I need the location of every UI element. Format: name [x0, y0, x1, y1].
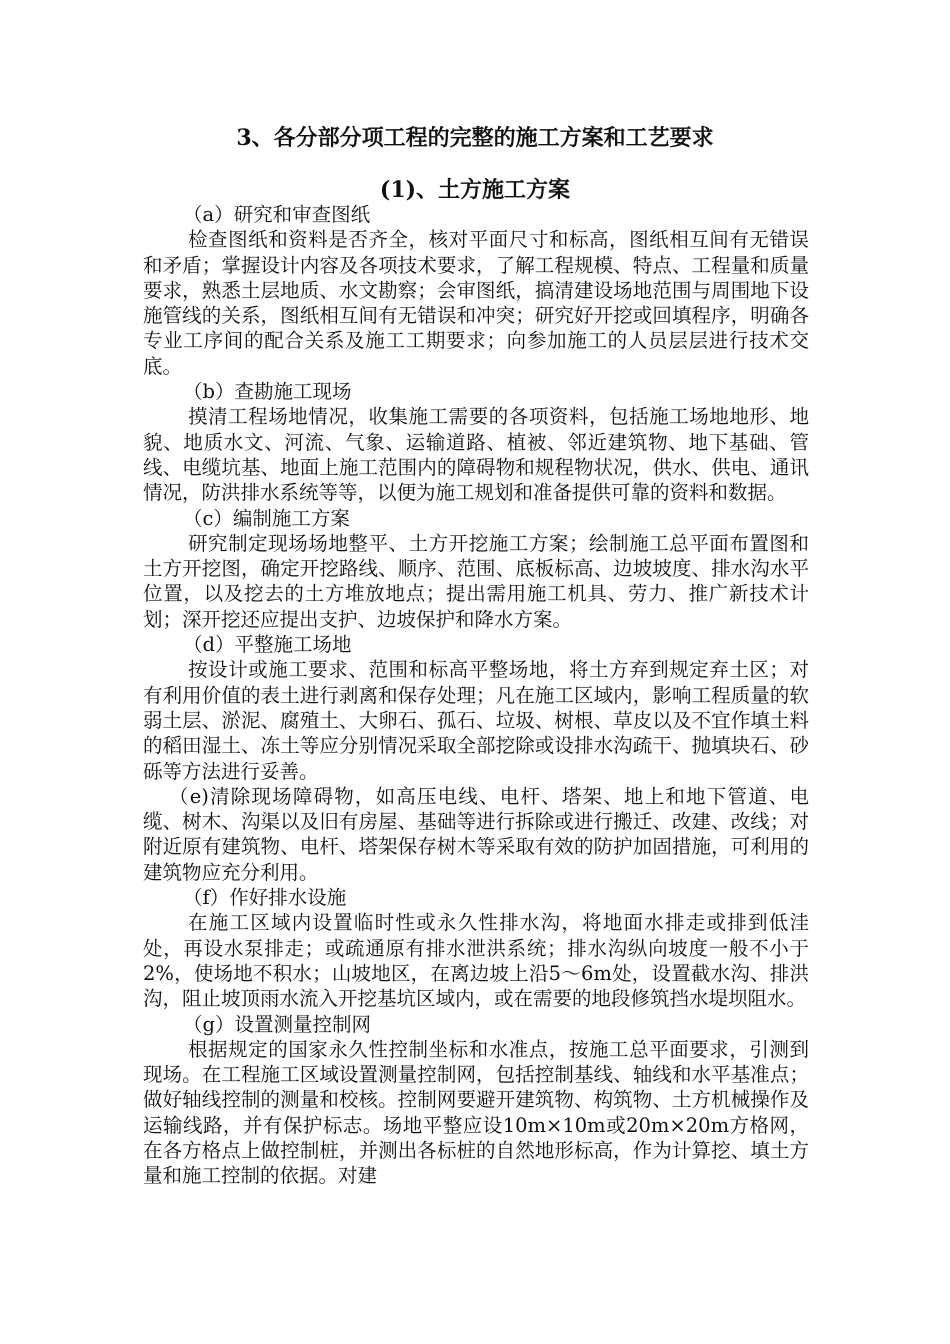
item-e-paragraph: （e)清除现场障碍物，如高压电线、电杆、塔架、地上和地下管道、电缆、树木、沟渠以及旧有房屋、基础等进行拆除或进行搬迁、改建、改线；对附近原有建筑物、电杆、塔架保存树木等采取有效的防护加固措施，可利用的建筑物应充分利用。	[143, 784, 809, 884]
item-g-paragraph: 根据规定的国家永久性控制坐标和水准点，按施工总平面要求，引测到现场。在工程施工区域设置测量控制网，包括控制基线、轴线和水平基准点；做好轴线控制的测量和校核。控制网要避开建筑物、构筑物、土方机械操作及运输线路，并有保护标志。场地平整应设10m×10m或20m×20m方格网，在各方格点上做控制桩，并测出各标桩的自然地形标高，作为计算挖、填土方量和施工控制的依据。对建	[143, 1037, 809, 1188]
item-c-heading: （c）编制施工方案	[183, 506, 350, 530]
item-a-paragraph: 检查图纸和资料是否齐全，核对平面尺寸和标高，图纸相互间有无错误和矛盾；掌握设计内容及各项技术要求，了解工程规模、特点、工程量和质量要求，熟悉土层地质、水文勘察；会审图纸，搞清建设场地范围与周围地下设施管线的关系，图纸相互间有无错误和冲突；研究好开挖或回填程序，明确各专业工序间的配合关系及施工工期要求；向参加施工的人员层层进行技术交底。	[143, 228, 809, 378]
item-d-heading: （d）平整施工场地	[183, 633, 352, 657]
item-c-paragraph: 研究制定现场场地整平、土方开挖施工方案；绘制施工总平面布置图和土方开挖图，确定开挖路线、顺序、范围、底板标高、边坡坡度、排水沟水平位置，以及挖去的土方堆放地点；提出需用施工机具、劳力、推广新技术计划；深开挖还应提出支护、边坡保护和降水方案。	[143, 531, 809, 631]
item-g-heading: （g）设置测量控制网	[183, 1012, 371, 1036]
item-b-heading: （b）查勘施工现场	[183, 380, 352, 404]
item-a-heading: （a）研究和审查图纸	[183, 203, 371, 226]
item-f-paragraph: 在施工区域内设置临时性或永久性排水沟，将地面水排走或排到低洼处，再设水泵排走；或疏通原有排水泄洪系统；排水沟纵向坡度一般不小于2%，使场地不积水；山坡地区，在离边坡上沿5～6m处，设置截水沟、排洪沟，阻止坡顶雨水流入开挖基坑区域内，或在需要的地段修筑挡水堤坝阻水。	[143, 911, 809, 1011]
item-f-heading: （f）作好排水设施	[183, 886, 347, 910]
subsection-title: (1)、土方施工方案	[379, 177, 571, 203]
item-b-paragraph: 摸清工程场地情况，收集施工需要的各项资料，包括施工场地地形、地貌、地质水文、河流、气象、运输道路、植被、邻近建筑物、地下基础、管线、电缆坑基、地面上施工范围内的障碍物和规程物状况，供水、供电、通讯情况，防洪排水系统等等，以便为施工规划和准备提供可靠的资料和数据。	[143, 405, 809, 505]
section-title: 3、各分部分项工程的完整的施工方案和工艺要求	[236, 125, 714, 151]
document-body	[143, 202, 809, 1189]
item-d-paragraph: 按设计或施工要求、范围和标高平整场地，将土方弃到规定弃土区；对有利用价值的表土进行剥离和保存处理；凡在施工区域内，影响工程质量的软弱土层、淤泥、腐殖土、大卵石、孤石、垃圾、树根、草皮以及不宜作填土料的稻田湿土、冻土等应分别情况采取全部挖除或设排水沟疏干、抛填块石、砂砾等方法进行妥善。	[143, 658, 809, 783]
